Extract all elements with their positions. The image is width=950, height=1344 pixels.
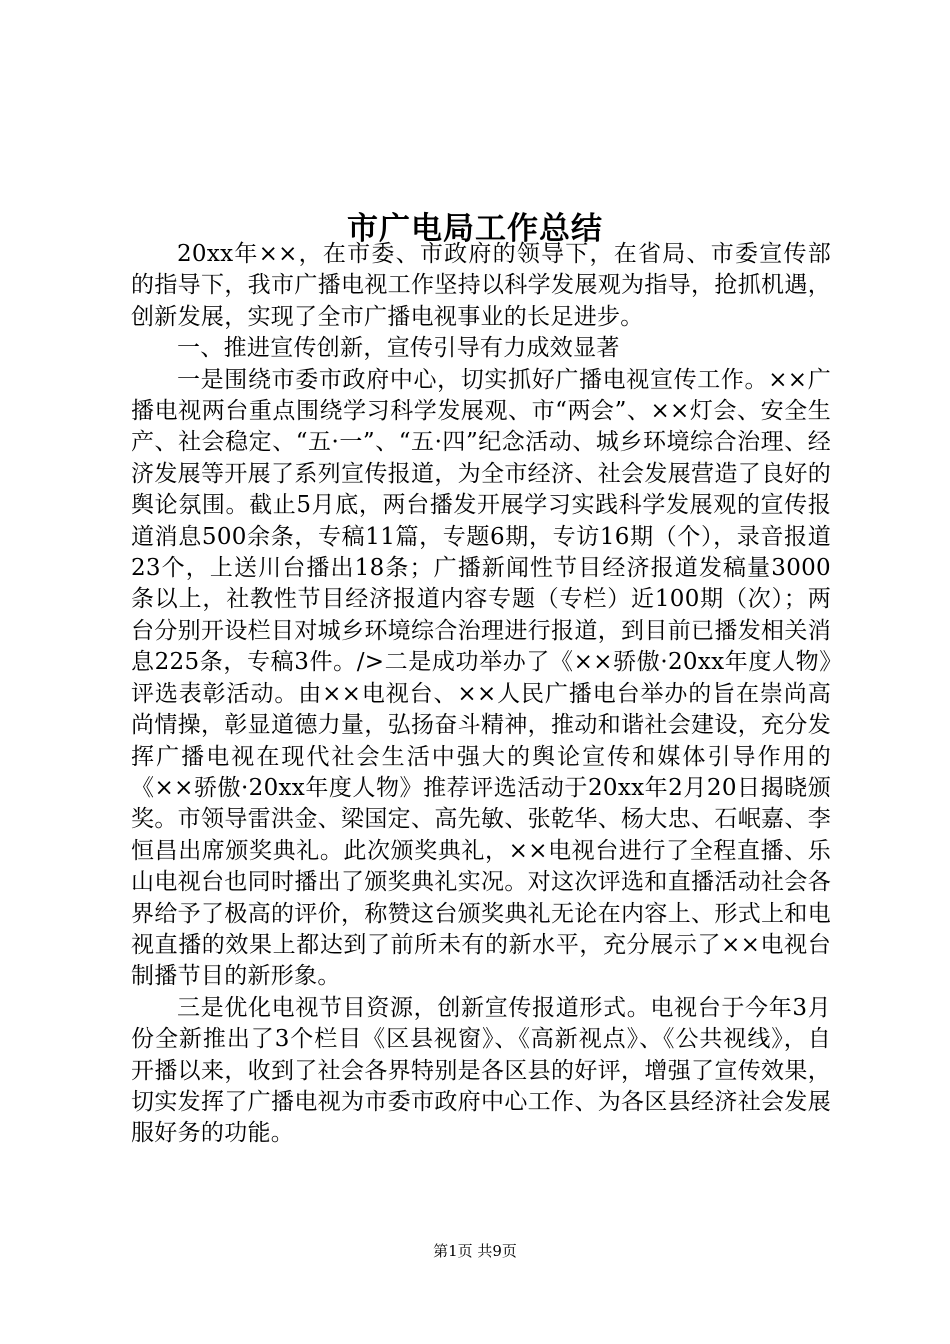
document-title: 市广电局工作总结 — [347, 210, 603, 247]
page-number: 第1页 共9页 — [433, 1242, 517, 1260]
paragraph-intro: 20xx年××，在市委、市政府的领导下，在省局、市委宣传部的指导下，我市广播电视工作坚持以科学发展观为指导，抢抓机遇，创新发展，实现了全市广播电视事业的长足进步。 — [131, 241, 831, 330]
paragraph-item-3: 三是优化电视节目资源，创新宣传报道形式。电视台于今年3月份全新推出了3个栏目《区县视窗》、《高新视点》、《公共视线》，自开播以来，收到了社会各界特别是各区县的好评，增强了宣传效果，切实发挥了广播电视为市委市政府中心工作、为各区县经济社会发展服好务的功能。 — [131, 994, 831, 1147]
paragraph-item-1-2: 一是围绕市委市政府中心，切实抓好广播电视宣传工作。××广播电视两台重点围绕学习科学发展观、市“两会”、××灯会、安全生产、社会稳定、“五·一”、“五·四”纪念活动、城乡环境综合治理、经济发展等开展了系列宣传报道，为全市经济、社会发展营造了良好的舆论氛围。截止5月底，两台播发开展学习实践科学发展观的宣传报道消息500余条，专稿11篇，专题6期，专访16期（个），录音报道23个，上送川台播出18条；广播新闻性节目经济报道发稿量3000条以上，社教性节目经济报道内容专题（专栏）近100期（次）；两台分别开设栏目对城乡环境综合治理进行报道，到目前已播发相关消息225条，专稿3件。/>二是成功举办了《××骄傲·20xx年度人物》评选表彰活动。由××电视台、××人民广播电台举办的旨在崇尚高尚情操，彰显道德力量，弘扬奋斗精神，推动和谐社会建设，充分发挥广播电视在现代社会生活中强大的舆论宣传和媒体引导作用的《××骄傲·20xx年度人物》推荐评选活动于20xx年2月20日揭晓颁奖。市领导雷洪金、梁国定、高先敏、张乾华、杨大忠、石岷嘉、李恒昌出席颁奖典礼。此次颁奖典礼，××电视台进行了全程直播、乐山电视台也同时播出了颁奖典礼实况。对这次评选和直播活动社会各界给予了极高的评价，称赞这台颁奖典礼无论在内容上、形式上和电视直播的效果上都达到了前所未有的新水平，充分展示了××电视台制播节目的新形象。 — [131, 366, 831, 990]
section-heading-1: 一、推进宣传创新，宣传引导有力成效显著 — [177, 335, 620, 362]
document-body — [131, 239, 831, 1150]
